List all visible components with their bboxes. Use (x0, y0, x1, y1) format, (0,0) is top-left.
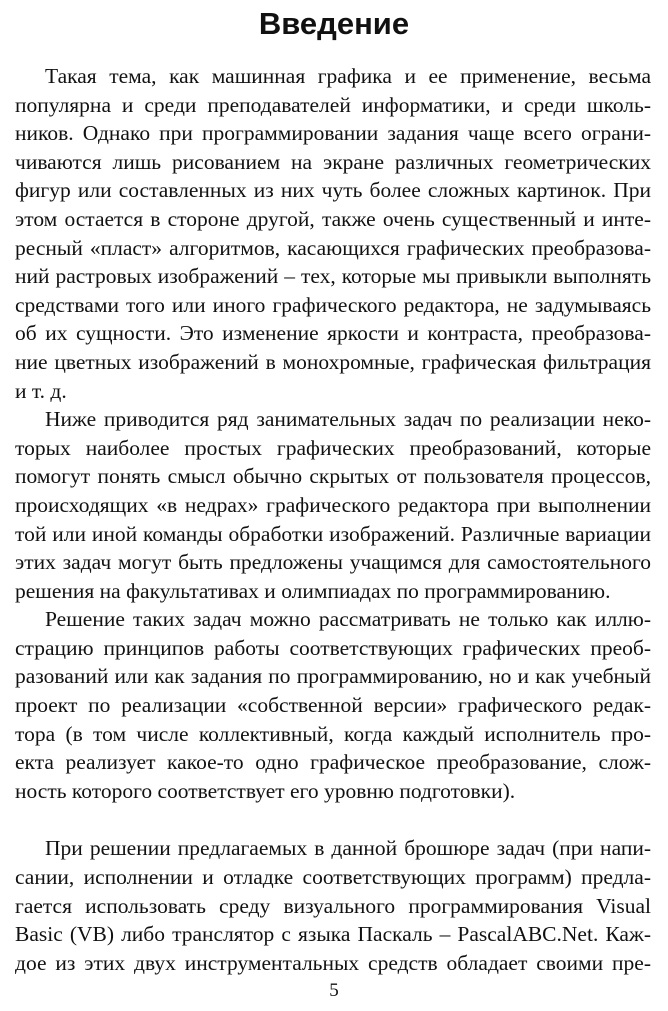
text-line: Такая тема, как машинная графика и ее применение, весьма (45, 64, 651, 88)
paragraph-3 (15, 605, 651, 805)
text-line: сании, исполнении и отладке соответствующих программ) предла- (15, 865, 651, 890)
text-line: ресный «пласт» алгоритмов, касающихся графических преобразова- (15, 235, 651, 260)
page-title: Введение (258, 6, 410, 41)
text-line: чиваются лишь рисованием на экране различных геометрических (15, 149, 651, 174)
paragraph-spacer (15, 805, 651, 834)
paragraph-2 (15, 405, 651, 605)
text-line: ний растровых изображений – тех, которые мы привыкли выполнять (15, 264, 651, 289)
text-line: ность которого соответствует его уровню подготовки). (15, 778, 516, 803)
text-line: Ниже приводится ряд занимательных задач по реализации неко- (45, 407, 651, 432)
text-line: помогут понять смысл обычно скрытых от пользователя процессов, (15, 464, 651, 489)
text-line: страцию принципов работы соответствующих графических преоб- (15, 635, 651, 660)
text-line: этих задач могут быть предложены учащимся для самостоятельного (15, 550, 651, 575)
text-line: об их сущности. Это изменение яркости и контраста, преобразова- (15, 321, 651, 346)
text-line: гается использовать среду визуального программирования Visual (15, 893, 651, 918)
text-line: разований или как задания по программированию, но и как учебный (15, 664, 651, 689)
text-line: ников. Однако при программировании задания чаще всего ограни- (15, 121, 651, 146)
text-line: проект по реализации «собственной версии» графического редак- (15, 693, 651, 718)
text-line: решения на факультативах и олимпиадах по программированию. (15, 578, 611, 603)
page-number: 5 (329, 980, 339, 1001)
text-line: фигур или составленных из них чуть более сложных картинок. При (15, 178, 651, 203)
paragraph-1 (15, 62, 651, 405)
text-line: торых наиболее простых графических преобразований, которые (15, 435, 651, 460)
text-line: средствами того или иного графического редактора, не задумываясь (15, 292, 651, 317)
text-line: той или иной команды обработки изображений. Различные вариации (15, 521, 651, 546)
text-line: Решение таких задач можно рассматривать не только как иллю- (45, 607, 651, 632)
body-text (15, 62, 651, 977)
text-line: и т. д. (15, 378, 67, 403)
text-line: Basic (VB) либо транслятор с языка Паскаль – PascalABC.Net. Каж- (15, 922, 651, 947)
text-line: дое из этих двух инструментальных средств обладает своими пре- (15, 950, 651, 975)
text-line: тора (в том числе коллективный, когда каждый исполнитель про- (15, 721, 651, 746)
text-line: ние цветных изображений в монохромные, графическая фильтрация (15, 349, 651, 374)
paragraph-4 (15, 834, 651, 977)
text-line: этом остается в стороне другой, также очень существенный и инте- (15, 206, 651, 231)
text-line: популярна и среди преподавателей информатики, и среди школь- (15, 92, 651, 117)
text-line: екта реализует какое-то одно графическое преобразование, слож- (15, 750, 651, 775)
text-line: При решении предлагаемых в данной брошюре задач (при напи- (45, 836, 651, 861)
text-line: происходящих «в недрах» графического редактора при выполнении (15, 492, 651, 517)
